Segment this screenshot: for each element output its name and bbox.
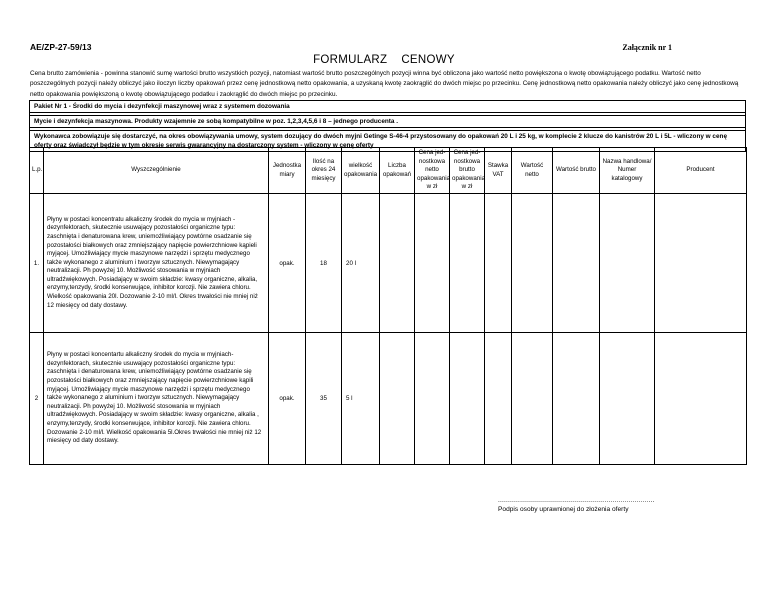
row-vat-rate[interactable] [485, 333, 512, 465]
row-quantity: 35 [306, 333, 342, 465]
row-net-value[interactable] [512, 333, 553, 465]
document-reference: AE/ZP-27-59/13 [30, 42, 92, 52]
row-producer[interactable] [655, 194, 747, 333]
row-gross-unit-price[interactable] [450, 194, 485, 333]
package-subtitle: Mycie i dezynfekcja maszynowa. Produkty wzajemnie ze sobą kompatybilne w poz. 1,2,3,4,5,6 i 8 – jednego producenta . [30, 115, 745, 128]
table-row [30, 194, 747, 333]
col-package-size: wielkość opakowania [342, 148, 380, 194]
col-package-count: Liczba opakowań [380, 148, 415, 194]
row-package-size: 5 l [342, 333, 380, 465]
price-table [29, 147, 747, 465]
row-trade-name[interactable] [600, 194, 655, 333]
package-title: Pakiet Nr 1 - Środki do mycia i dezynfekcji maszynowej wraz z systemem dozowania [30, 101, 745, 113]
row-lp: 1. [30, 194, 44, 333]
row-lp: 2 [30, 333, 44, 465]
row-package-size: 20 l [342, 194, 380, 333]
row-gross-value[interactable] [553, 194, 600, 333]
table-header-row [30, 148, 747, 194]
row-quantity: 18 [306, 194, 342, 333]
row-package-count[interactable] [380, 333, 415, 465]
form-title: FORMULARZ CENOWY [313, 54, 455, 66]
row-trade-name[interactable] [600, 333, 655, 465]
signature-line: .............................................................................. [498, 497, 655, 504]
row-description: Płyny w postaci koncentratu alkaliczny środek do mycia w myjniach - dezynfektorach, skutecznie usuwający pozostałości organiczne typu: zaschnięta i denaturowana krew, uniemożliwiający powtórne osadzanie się pozostałości białkowych oraz zmniejszający napięcie powierzchniowe kąpieli myjącej. Umożliwiający mycie maszynowe narzędzi i sprzętu medycznego także wykonanego z aluminium i tworzyw sztucznych. Niewymagający neutralizacji. Ph powyżej 10. Możliwość stosowania w myjniach ultradźwiękowych. Posiadający w swoim składzie: kwasy organiczne, alkalia, enzymy,tenzydy, środki konserwujące, inhibitor korozji. Nie zawiera chloru. Wielkość opakowania 20l. Dozowanie 2-10 ml/l. Okres trwałości nie mniej niż 12 miesięcy od daty dostawy. [44, 194, 269, 333]
row-vat-rate[interactable] [485, 194, 512, 333]
row-net-value[interactable] [512, 194, 553, 333]
col-net-value: Wartość netto [512, 148, 553, 194]
col-lp: L.p. [30, 148, 44, 194]
intro-text: Cena brutto zamówienia - powinna stanowić sumę wartości brutto wszystkich pozycji, natomiast wartość brutto poszczególnych pozycji winna być obliczona jako wartość netto powiększona o kwotę obowiązującego podatku. Wartość netto poszczególnych pozycji należy obliczyć jako iloczyn liczby opakowań przez cenę jednostkową netto opakowania, a uzyskaną kwotę zaokrąglić do dwóch miejsc po przecinku. Cenę jednostkową netto opakowania należy obliczyć jako cenę jednostkową netto opakowania powiększoną o kwotę obowiązującego podatku i zaokrąglić do dwóch miejsc po przecinku. [30, 70, 739, 98]
package-note: Wykonawca zobowiązuje się dostarczyć, na okres obowiązywania umowy, system dozujący do dwóch myjni Getinge S-46-4 przystosowany do opakowań 20 L i 25 kg, w komplecie 2 klucze do kanistrów 20 L i 5L - wliczony w cenę oferty oraz świadczył będzie w tym okresie serwis gwarancyjny na dostarczony system - wliczony w cenę oferty [30, 130, 745, 151]
signature-label: Podpis osoby uprawnionej do złożenia oferty [498, 506, 629, 513]
row-gross-value[interactable] [553, 333, 600, 465]
row-unit: opak. [269, 333, 306, 465]
col-quantity: Ilość na okres 24 miesięcy [306, 148, 342, 194]
col-gross-unit-price: Cena jed-nostkowa brutto opakowania w zł [450, 148, 485, 194]
row-package-count[interactable] [380, 194, 415, 333]
row-net-unit-price[interactable] [415, 333, 450, 465]
col-unit: Jednostka miary [269, 148, 306, 194]
col-net-unit-price: Cena jed-nostkowa netto opakowania w zł [415, 148, 450, 194]
row-unit: opak. [269, 194, 306, 333]
col-producer: Producent [655, 148, 747, 194]
col-vat-rate: Stawka VAT [485, 148, 512, 194]
package-header [29, 100, 746, 152]
col-gross-value: Wartość brutto [553, 148, 600, 194]
row-gross-unit-price[interactable] [450, 333, 485, 465]
table-row [30, 333, 747, 465]
col-trade-name: Nazwa handlowa/ Numer katalogowy [600, 148, 655, 194]
row-description: Płyny w postaci koncentartu alkaliczny środek do mycia w myjniach- dezynfektorach, skutecznie usuwający pozostałości organiczne typu: zaschnięta i denaturowana krew, uniemożliwiający powtórne osadzanie się pozostałości białkowych oraz zmniejszający napięcie powierzchniowe kąpili myjącej. Umożliwiający mycie maszynowe narzędzi i sprzętu medycznego także wykonanego z aluminium i tworzyw sztucznych. Niewymagający neutralizacji. Ph powyżej 10. Możliwość stosowania w myjniach ultradźwiękowych. Posiadający w swoim składzie: kwasy organiczne, alkalia , enzymy,tenzydy, środki konserwujące, inhibitor korozji. Nie zawiera chloru. Dozowanie 2-10 ml/l. Wielkość opakowania 5l.Okres trwałości nie mniej niż 12 miesięcy od daty dostawy. [44, 333, 269, 465]
col-description: Wyszczególnienie [44, 148, 269, 194]
row-net-unit-price[interactable] [415, 194, 450, 333]
annex-label: Załącznik nr 1 [622, 43, 672, 52]
row-producer[interactable] [655, 333, 747, 465]
